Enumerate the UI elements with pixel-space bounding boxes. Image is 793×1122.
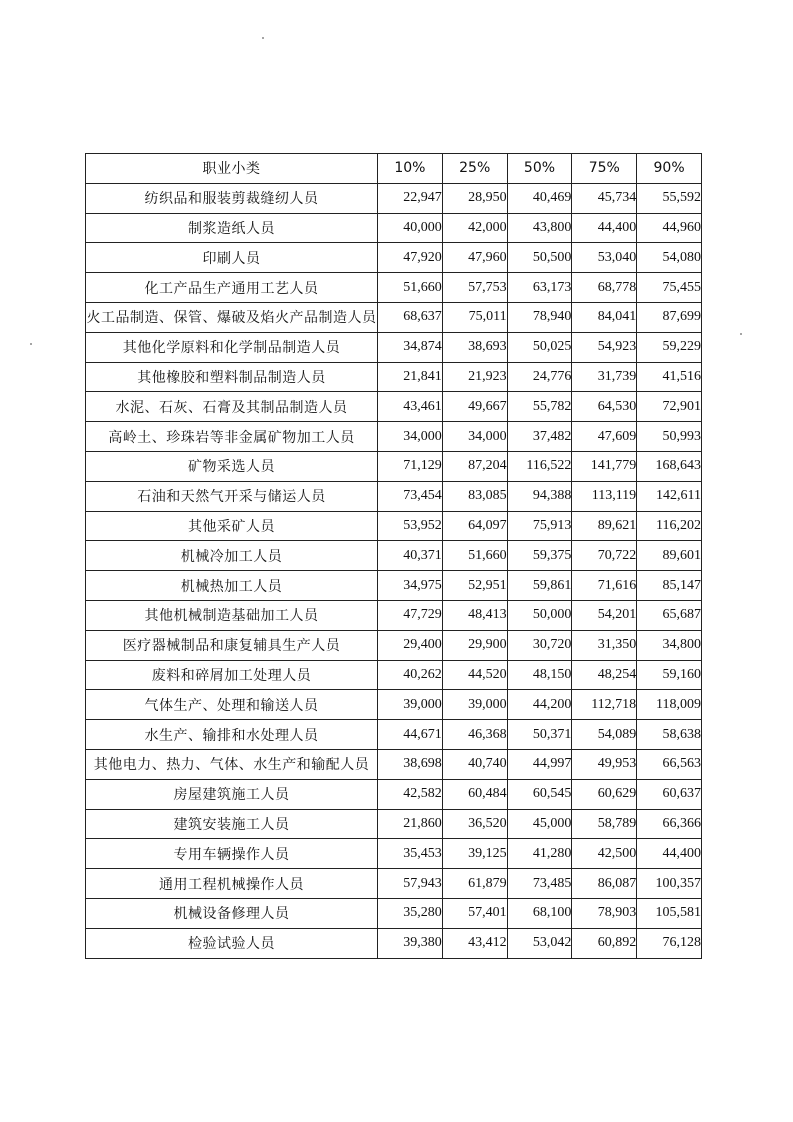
wage-percentile-table bbox=[85, 153, 702, 959]
table-row bbox=[86, 362, 702, 392]
wage-p25-cell: 48,413 bbox=[442, 600, 507, 630]
wage-p50-cell: 59,375 bbox=[507, 541, 572, 571]
header-p75: 75% bbox=[572, 154, 637, 184]
table-row bbox=[86, 422, 702, 452]
wage-p75-cell: 60,892 bbox=[572, 928, 637, 958]
table-row bbox=[86, 690, 702, 720]
header-p10: 10% bbox=[378, 154, 443, 184]
wage-p10-cell: 44,671 bbox=[378, 720, 443, 750]
header-p25: 25% bbox=[442, 154, 507, 184]
wage-p75-cell: 71,616 bbox=[572, 571, 637, 601]
wage-p25-cell: 51,660 bbox=[442, 541, 507, 571]
wage-p75-cell: 31,350 bbox=[572, 630, 637, 660]
wage-p10-cell: 39,000 bbox=[378, 690, 443, 720]
occupation-name-cell: 火工品制造、保管、爆破及焰火产品制造人员 bbox=[86, 302, 378, 332]
table-row bbox=[86, 779, 702, 809]
wage-p90-cell: 116,202 bbox=[637, 511, 702, 541]
wage-p90-cell: 59,229 bbox=[637, 332, 702, 362]
occupation-name-cell: 建筑安装施工人员 bbox=[86, 809, 378, 839]
wage-p75-cell: 78,903 bbox=[572, 898, 637, 928]
wage-p75-cell: 49,953 bbox=[572, 749, 637, 779]
wage-p25-cell: 38,693 bbox=[442, 332, 507, 362]
table-row bbox=[86, 273, 702, 303]
wage-p75-cell: 89,621 bbox=[572, 511, 637, 541]
occupation-name-cell: 机械热加工人员 bbox=[86, 571, 378, 601]
wage-p10-cell: 42,582 bbox=[378, 779, 443, 809]
table-row bbox=[86, 541, 702, 571]
wage-p90-cell: 50,993 bbox=[637, 422, 702, 452]
wage-p75-cell: 45,734 bbox=[572, 183, 637, 213]
wage-p50-cell: 50,371 bbox=[507, 720, 572, 750]
wage-p90-cell: 75,455 bbox=[637, 273, 702, 303]
table-row bbox=[86, 869, 702, 899]
wage-p75-cell: 64,530 bbox=[572, 392, 637, 422]
header-occupation: 职业小类 bbox=[86, 154, 378, 184]
wage-p90-cell: 60,637 bbox=[637, 779, 702, 809]
wage-p50-cell: 24,776 bbox=[507, 362, 572, 392]
wage-p10-cell: 73,454 bbox=[378, 481, 443, 511]
wage-p25-cell: 64,097 bbox=[442, 511, 507, 541]
wage-p90-cell: 34,800 bbox=[637, 630, 702, 660]
occupation-name-cell: 医疗器械制品和康复辅具生产人员 bbox=[86, 630, 378, 660]
wage-p25-cell: 43,412 bbox=[442, 928, 507, 958]
occupation-name-cell: 石油和天然气开采与储运人员 bbox=[86, 481, 378, 511]
wage-p50-cell: 60,545 bbox=[507, 779, 572, 809]
wage-p50-cell: 73,485 bbox=[507, 869, 572, 899]
wage-p90-cell: 100,357 bbox=[637, 869, 702, 899]
table-row bbox=[86, 571, 702, 601]
wage-p10-cell: 21,841 bbox=[378, 362, 443, 392]
wage-p90-cell: 44,960 bbox=[637, 213, 702, 243]
wage-p75-cell: 70,722 bbox=[572, 541, 637, 571]
table-row bbox=[86, 511, 702, 541]
table-row bbox=[86, 451, 702, 481]
wage-p50-cell: 53,042 bbox=[507, 928, 572, 958]
occupation-name-cell: 印刷人员 bbox=[86, 243, 378, 273]
table-row bbox=[86, 243, 702, 273]
wage-p50-cell: 41,280 bbox=[507, 839, 572, 869]
wage-p90-cell: 87,699 bbox=[637, 302, 702, 332]
wage-p10-cell: 35,280 bbox=[378, 898, 443, 928]
wage-p90-cell: 168,643 bbox=[637, 451, 702, 481]
wage-p75-cell: 53,040 bbox=[572, 243, 637, 273]
wage-p75-cell: 84,041 bbox=[572, 302, 637, 332]
table-row bbox=[86, 213, 702, 243]
wage-p10-cell: 51,660 bbox=[378, 273, 443, 303]
wage-p90-cell: 65,687 bbox=[637, 600, 702, 630]
wage-p50-cell: 44,200 bbox=[507, 690, 572, 720]
table-row bbox=[86, 749, 702, 779]
wage-p75-cell: 54,201 bbox=[572, 600, 637, 630]
occupation-name-cell: 其他电力、热力、气体、水生产和输配人员 bbox=[86, 749, 378, 779]
wage-p10-cell: 34,874 bbox=[378, 332, 443, 362]
wage-p25-cell: 28,950 bbox=[442, 183, 507, 213]
table-row bbox=[86, 839, 702, 869]
wage-p10-cell: 39,380 bbox=[378, 928, 443, 958]
wage-p50-cell: 63,173 bbox=[507, 273, 572, 303]
wage-p10-cell: 34,975 bbox=[378, 571, 443, 601]
wage-p25-cell: 75,011 bbox=[442, 302, 507, 332]
header-row bbox=[86, 154, 702, 184]
wage-p10-cell: 68,637 bbox=[378, 302, 443, 332]
wage-p25-cell: 40,740 bbox=[442, 749, 507, 779]
occupation-name-cell: 其他采矿人员 bbox=[86, 511, 378, 541]
wage-p25-cell: 87,204 bbox=[442, 451, 507, 481]
wage-p10-cell: 40,000 bbox=[378, 213, 443, 243]
wage-p75-cell: 86,087 bbox=[572, 869, 637, 899]
wage-p50-cell: 40,469 bbox=[507, 183, 572, 213]
wage-p50-cell: 116,522 bbox=[507, 451, 572, 481]
wage-p50-cell: 50,000 bbox=[507, 600, 572, 630]
wage-p90-cell: 76,128 bbox=[637, 928, 702, 958]
wage-p90-cell: 142,611 bbox=[637, 481, 702, 511]
wage-p75-cell: 58,789 bbox=[572, 809, 637, 839]
occupation-name-cell: 其他化学原料和化学制品制造人员 bbox=[86, 332, 378, 362]
wage-p25-cell: 57,753 bbox=[442, 273, 507, 303]
occupation-name-cell: 气体生产、处理和输送人员 bbox=[86, 690, 378, 720]
wage-p25-cell: 46,368 bbox=[442, 720, 507, 750]
wage-p10-cell: 57,943 bbox=[378, 869, 443, 899]
wage-p90-cell: 105,581 bbox=[637, 898, 702, 928]
occupation-name-cell: 废料和碎屑加工处理人员 bbox=[86, 660, 378, 690]
wage-p10-cell: 43,461 bbox=[378, 392, 443, 422]
scan-speck bbox=[740, 333, 742, 335]
scan-speck bbox=[262, 37, 264, 39]
table-row bbox=[86, 392, 702, 422]
wage-p50-cell: 45,000 bbox=[507, 809, 572, 839]
wage-p25-cell: 61,879 bbox=[442, 869, 507, 899]
wage-p75-cell: 54,923 bbox=[572, 332, 637, 362]
wage-p50-cell: 68,100 bbox=[507, 898, 572, 928]
table-row bbox=[86, 183, 702, 213]
wage-p25-cell: 60,484 bbox=[442, 779, 507, 809]
wage-p90-cell: 66,366 bbox=[637, 809, 702, 839]
wage-p50-cell: 55,782 bbox=[507, 392, 572, 422]
wage-p25-cell: 44,520 bbox=[442, 660, 507, 690]
wage-p75-cell: 47,609 bbox=[572, 422, 637, 452]
occupation-name-cell: 水生产、输排和水处理人员 bbox=[86, 720, 378, 750]
wage-p25-cell: 36,520 bbox=[442, 809, 507, 839]
wage-p75-cell: 60,629 bbox=[572, 779, 637, 809]
wage-p50-cell: 59,861 bbox=[507, 571, 572, 601]
occupation-name-cell: 其他机械制造基础加工人员 bbox=[86, 600, 378, 630]
wage-p75-cell: 113,119 bbox=[572, 481, 637, 511]
wage-p25-cell: 39,000 bbox=[442, 690, 507, 720]
table-row bbox=[86, 720, 702, 750]
wage-p50-cell: 48,150 bbox=[507, 660, 572, 690]
occupation-name-cell: 水泥、石灰、石膏及其制品制造人员 bbox=[86, 392, 378, 422]
table-body bbox=[86, 183, 702, 958]
wage-p90-cell: 72,901 bbox=[637, 392, 702, 422]
wage-p90-cell: 89,601 bbox=[637, 541, 702, 571]
table-row bbox=[86, 332, 702, 362]
wage-p50-cell: 94,388 bbox=[507, 481, 572, 511]
table-row bbox=[86, 660, 702, 690]
header-p90: 90% bbox=[637, 154, 702, 184]
wage-p50-cell: 30,720 bbox=[507, 630, 572, 660]
wage-p25-cell: 47,960 bbox=[442, 243, 507, 273]
wage-p10-cell: 71,129 bbox=[378, 451, 443, 481]
wage-p10-cell: 40,262 bbox=[378, 660, 443, 690]
wage-p25-cell: 39,125 bbox=[442, 839, 507, 869]
wage-p25-cell: 52,951 bbox=[442, 571, 507, 601]
wage-p10-cell: 47,920 bbox=[378, 243, 443, 273]
wage-p50-cell: 78,940 bbox=[507, 302, 572, 332]
header-p50: 50% bbox=[507, 154, 572, 184]
wage-p50-cell: 37,482 bbox=[507, 422, 572, 452]
wage-p10-cell: 21,860 bbox=[378, 809, 443, 839]
table-row bbox=[86, 928, 702, 958]
occupation-name-cell: 检验试验人员 bbox=[86, 928, 378, 958]
table-row bbox=[86, 630, 702, 660]
occupation-name-cell: 通用工程机械操作人员 bbox=[86, 869, 378, 899]
wage-p25-cell: 29,900 bbox=[442, 630, 507, 660]
wage-p90-cell: 41,516 bbox=[637, 362, 702, 392]
wage-p25-cell: 21,923 bbox=[442, 362, 507, 392]
table-row bbox=[86, 302, 702, 332]
wage-p75-cell: 112,718 bbox=[572, 690, 637, 720]
wage-p75-cell: 42,500 bbox=[572, 839, 637, 869]
wage-p10-cell: 29,400 bbox=[378, 630, 443, 660]
occupation-name-cell: 高岭土、珍珠岩等非金属矿物加工人员 bbox=[86, 422, 378, 452]
wage-p50-cell: 50,025 bbox=[507, 332, 572, 362]
wage-p90-cell: 118,009 bbox=[637, 690, 702, 720]
wage-p50-cell: 75,913 bbox=[507, 511, 572, 541]
occupation-name-cell: 纺织品和服装剪裁缝纫人员 bbox=[86, 183, 378, 213]
wage-p90-cell: 59,160 bbox=[637, 660, 702, 690]
wage-p25-cell: 42,000 bbox=[442, 213, 507, 243]
table-row bbox=[86, 481, 702, 511]
wage-p90-cell: 54,080 bbox=[637, 243, 702, 273]
occupation-name-cell: 机械设备修理人员 bbox=[86, 898, 378, 928]
wage-p10-cell: 47,729 bbox=[378, 600, 443, 630]
occupation-name-cell: 机械冷加工人员 bbox=[86, 541, 378, 571]
wage-p10-cell: 40,371 bbox=[378, 541, 443, 571]
wage-p75-cell: 31,739 bbox=[572, 362, 637, 392]
wage-p25-cell: 57,401 bbox=[442, 898, 507, 928]
table-row bbox=[86, 898, 702, 928]
occupation-name-cell: 矿物采选人员 bbox=[86, 451, 378, 481]
wage-p90-cell: 58,638 bbox=[637, 720, 702, 750]
wage-p90-cell: 85,147 bbox=[637, 571, 702, 601]
table-row bbox=[86, 809, 702, 839]
table-row bbox=[86, 600, 702, 630]
wage-p50-cell: 43,800 bbox=[507, 213, 572, 243]
wage-p90-cell: 55,592 bbox=[637, 183, 702, 213]
occupation-name-cell: 化工产品生产通用工艺人员 bbox=[86, 273, 378, 303]
occupation-name-cell: 制浆造纸人员 bbox=[86, 213, 378, 243]
wage-p90-cell: 66,563 bbox=[637, 749, 702, 779]
wage-p25-cell: 49,667 bbox=[442, 392, 507, 422]
occupation-name-cell: 房屋建筑施工人员 bbox=[86, 779, 378, 809]
wage-p90-cell: 44,400 bbox=[637, 839, 702, 869]
wage-p75-cell: 48,254 bbox=[572, 660, 637, 690]
scan-speck bbox=[30, 343, 32, 345]
occupation-name-cell: 其他橡胶和塑料制品制造人员 bbox=[86, 362, 378, 392]
wage-p75-cell: 68,778 bbox=[572, 273, 637, 303]
wage-p25-cell: 83,085 bbox=[442, 481, 507, 511]
wage-p10-cell: 34,000 bbox=[378, 422, 443, 452]
wage-p75-cell: 141,779 bbox=[572, 451, 637, 481]
wage-p10-cell: 53,952 bbox=[378, 511, 443, 541]
wage-p10-cell: 35,453 bbox=[378, 839, 443, 869]
wage-p50-cell: 44,997 bbox=[507, 749, 572, 779]
wage-p50-cell: 50,500 bbox=[507, 243, 572, 273]
occupation-name-cell: 专用车辆操作人员 bbox=[86, 839, 378, 869]
wage-p75-cell: 54,089 bbox=[572, 720, 637, 750]
wage-p10-cell: 38,698 bbox=[378, 749, 443, 779]
wage-p75-cell: 44,400 bbox=[572, 213, 637, 243]
wage-p25-cell: 34,000 bbox=[442, 422, 507, 452]
wage-p10-cell: 22,947 bbox=[378, 183, 443, 213]
